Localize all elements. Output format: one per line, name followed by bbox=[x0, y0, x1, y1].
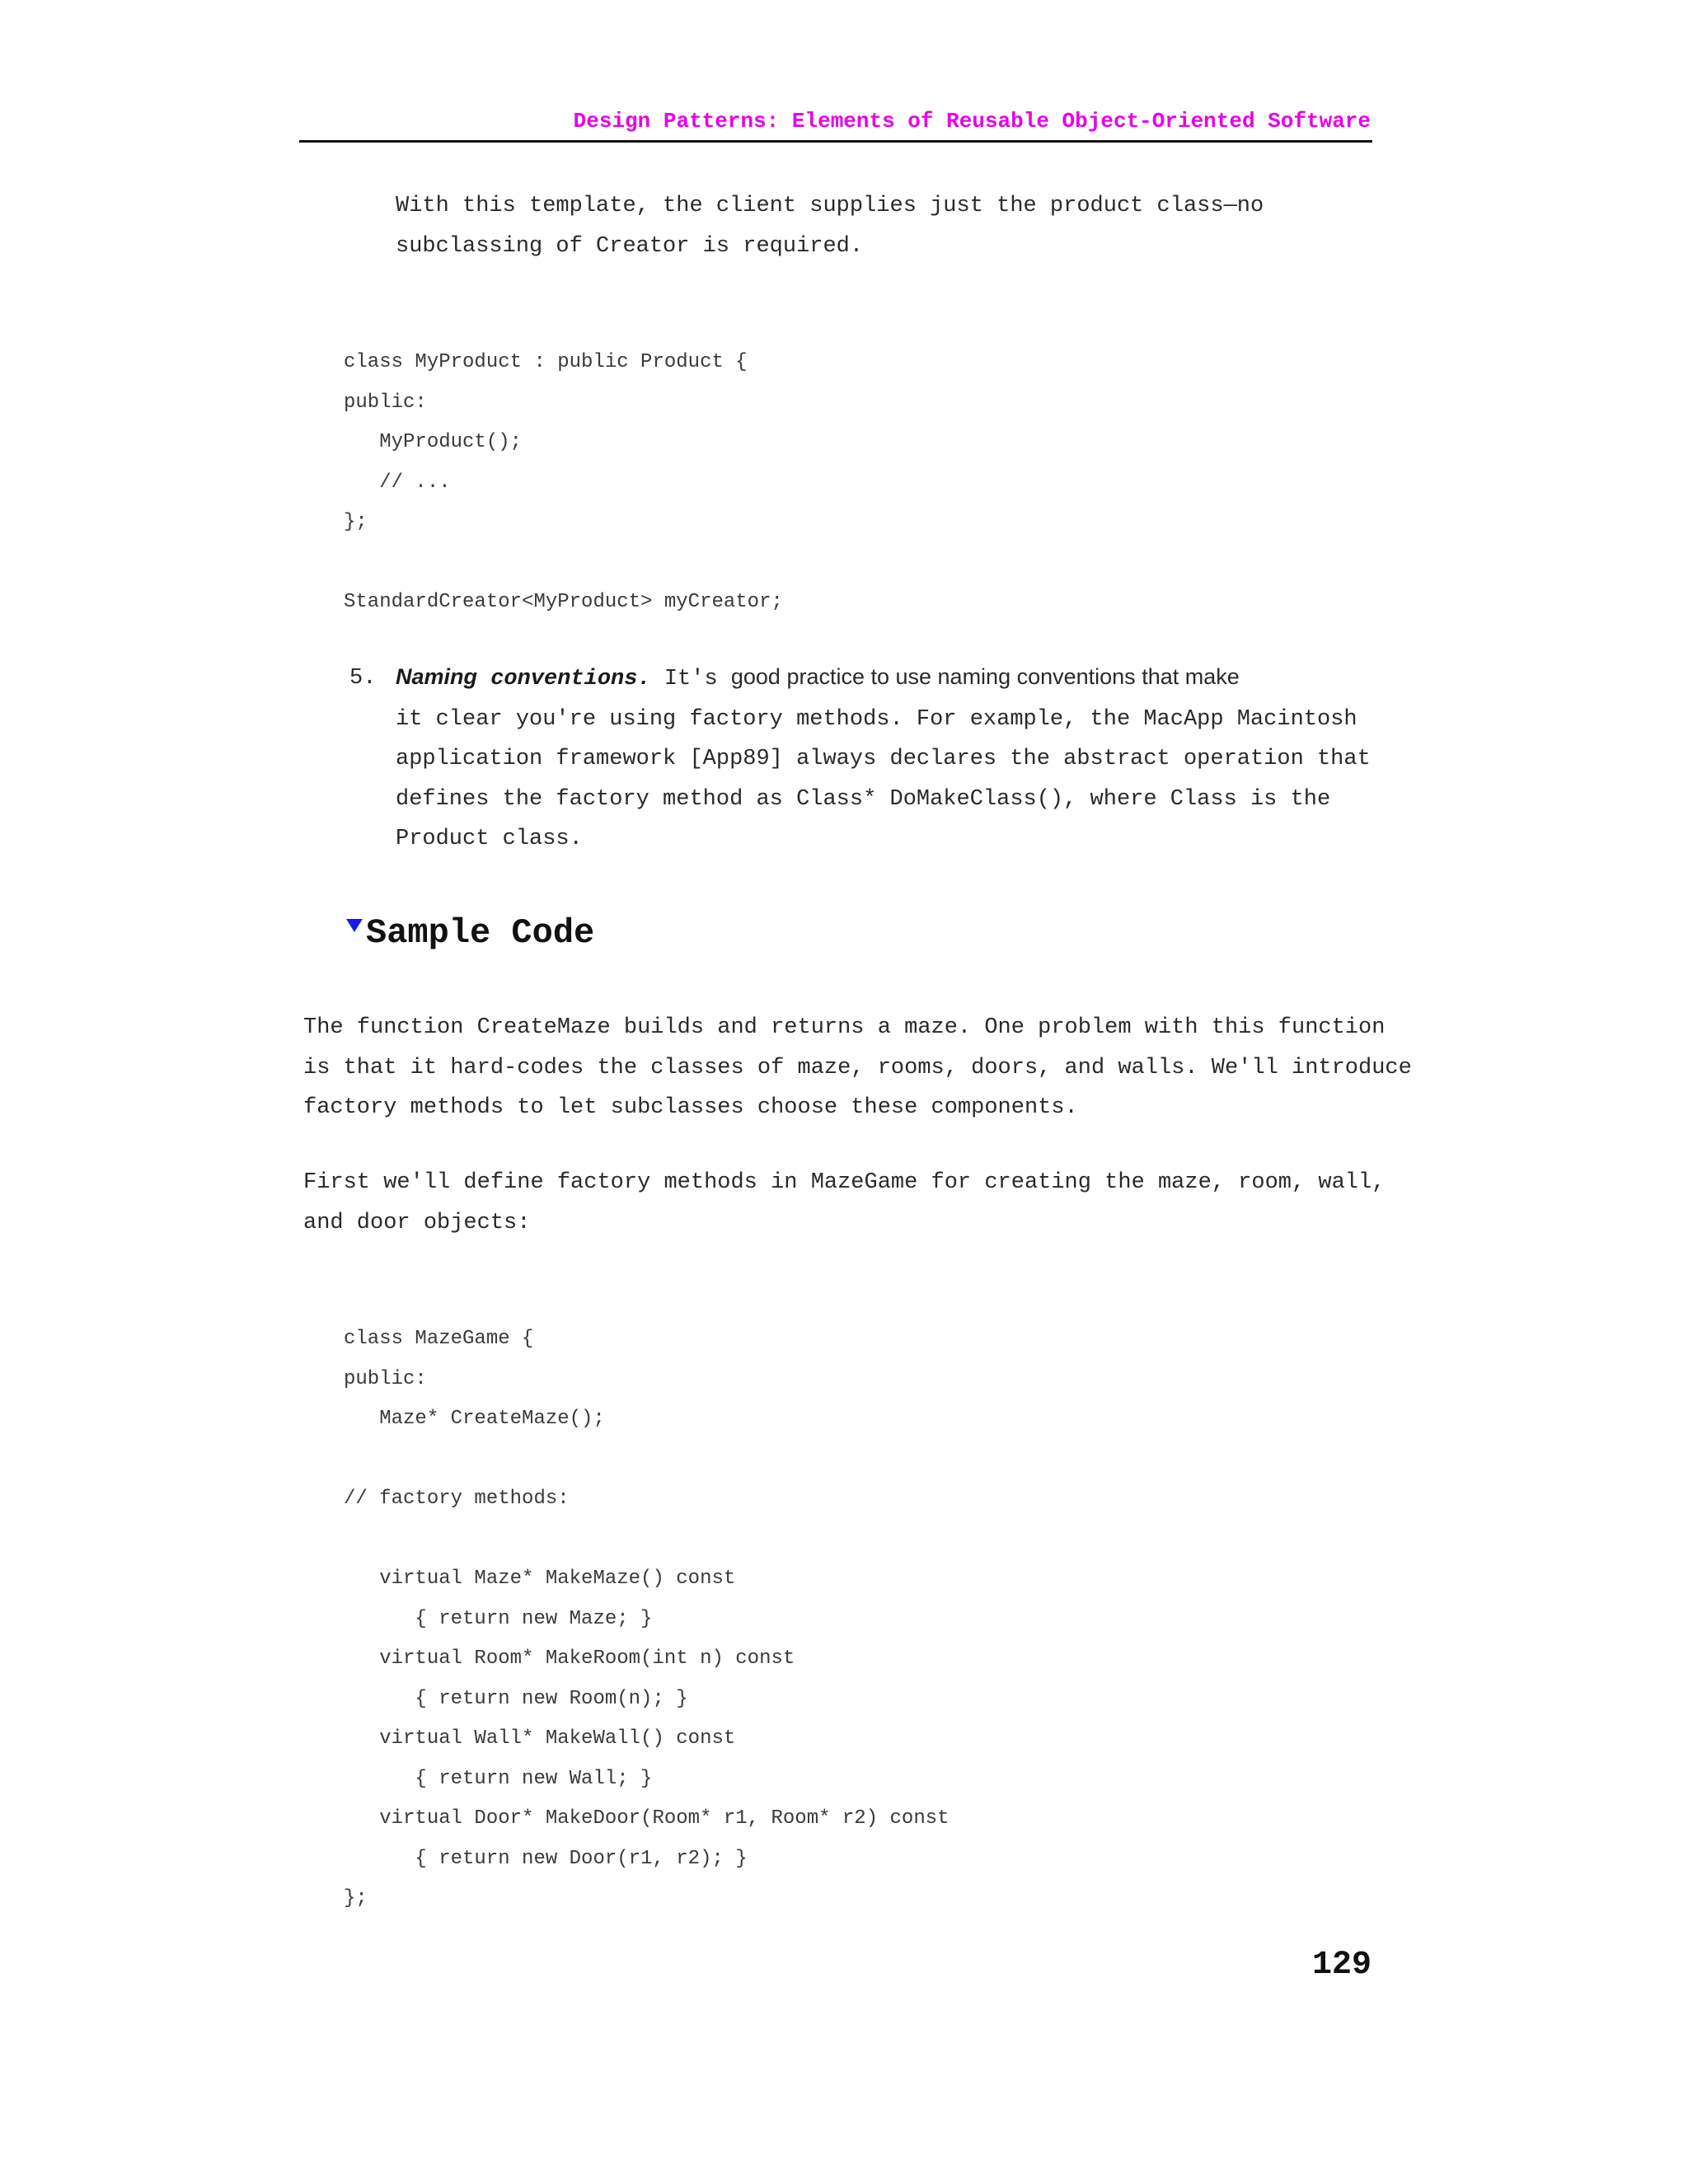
code-line: virtual Door* MakeDoor(Room* r1, Room* r2) const bbox=[344, 1807, 950, 1830]
code-line: class MyProduct : public Product { bbox=[344, 351, 748, 373]
text-line: First we'll define factory methods in MazeGame for creating the maze, room, wall, bbox=[303, 1170, 1386, 1195]
text-line: is that it hard-codes the classes of maze, rooms, doors, and walls. We'll introduce bbox=[303, 1055, 1412, 1080]
text-line: it clear you're using factory methods. For example, the MacApp Macintosh bbox=[396, 706, 1357, 732]
item-title: Naming conventions. bbox=[396, 664, 651, 691]
code-line: }; bbox=[344, 511, 368, 533]
code-line: }; bbox=[344, 1887, 368, 1910]
body-paragraph-factory-methods bbox=[303, 1163, 1385, 1243]
list-item-number: 5. bbox=[349, 666, 377, 691]
code-line: StandardCreator<MyProduct> myCreator; bbox=[344, 591, 783, 613]
running-header: Design Patterns: Elements of Reusable Object-Oriented Software bbox=[573, 109, 1371, 134]
code-line: MyProduct(); bbox=[344, 431, 523, 453]
triangle-down-icon[interactable] bbox=[346, 919, 363, 932]
code-line: virtual Wall* MakeWall() const bbox=[344, 1727, 736, 1750]
list-item-naming-conventions: Naming conventions. It's good practice to use naming conventions that make it clear you're using factory methods. For example, the MacApp Macintosh application framework [App89] always declares the abstract operation that defines the factory method as Class* DoMakeClass(), where Class is the Product class. bbox=[396, 664, 1371, 851]
header-rule bbox=[299, 140, 1372, 143]
code-line: class MazeGame { bbox=[344, 1328, 534, 1350]
code-line: public: bbox=[344, 391, 427, 414]
code-line: { return new Wall; } bbox=[344, 1767, 653, 1790]
code-line: virtual Room* MakeRoom(int n) const bbox=[344, 1647, 795, 1670]
code-line: Maze* CreateMaze(); bbox=[344, 1408, 605, 1430]
text-line: Product class. bbox=[396, 827, 583, 851]
page-number: 129 bbox=[1311, 1947, 1372, 1984]
code-line: { return new Door(r1, r2); } bbox=[344, 1847, 748, 1870]
section-title: Sample Code bbox=[366, 913, 595, 953]
code-line: virtual Maze* MakeMaze() const bbox=[344, 1568, 736, 1590]
text-line: application framework [App89] always declares the abstract operation that bbox=[396, 747, 1371, 771]
intro-paragraph bbox=[396, 186, 1264, 266]
code-line: public: bbox=[344, 1367, 427, 1390]
code-block-myproduct bbox=[344, 343, 783, 623]
text-line: The function CreateMaze builds and returns a maze. One problem with this function bbox=[303, 1015, 1386, 1040]
text-line: and door objects: bbox=[303, 1210, 531, 1235]
text-line: factory methods to let subclasses choose these components. bbox=[303, 1095, 1078, 1120]
text-line: With this template, the client supplies just the product class—no bbox=[396, 194, 1264, 218]
code-line: // factory methods: bbox=[344, 1488, 570, 1510]
code-line: { return new Maze; } bbox=[344, 1607, 653, 1630]
code-line: // ... bbox=[344, 471, 451, 494]
code-line: { return new Room(n); } bbox=[344, 1687, 688, 1710]
text-line: defines the factory method as Class* DoMakeClass(), where Class is the bbox=[396, 786, 1331, 812]
text-line: subclassing of Creator is required. bbox=[396, 233, 864, 259]
code-block-mazegame bbox=[344, 1319, 950, 1919]
body-paragraph-createmaze bbox=[303, 1008, 1412, 1128]
section-heading-sample-code bbox=[346, 908, 594, 958]
